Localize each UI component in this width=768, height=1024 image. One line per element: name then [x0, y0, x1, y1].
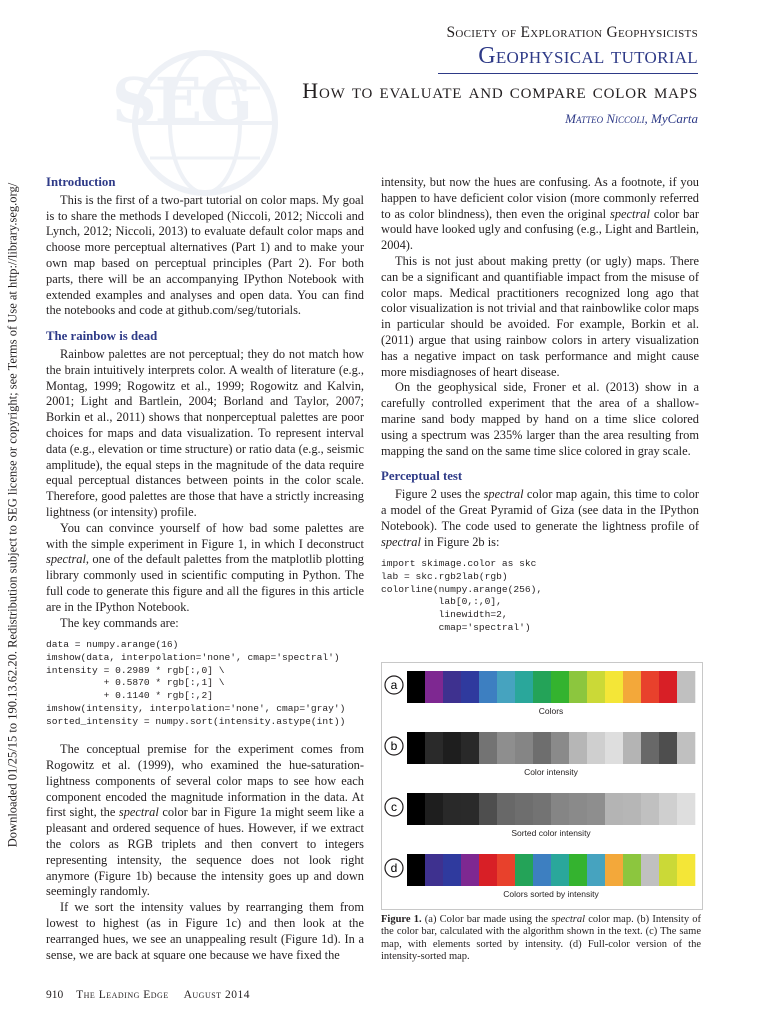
color-swatch [533, 793, 551, 825]
color-swatch [497, 854, 515, 886]
paragraph: The conceptual premise for the experiment comes from Rogowitz et al. (1999), who examined the hue-saturation-lightness components of several color maps to see how each component encoded the magnitude information in the data. At first sight, the spectral color bar in Figure 1a might seem like a pleasant and ordered sequence of hues. However, if we extract the colors as RGB triplets and then convert to integers representing intensity, the sequence does not look right anymore (Figure 1b) because the intensity goes up and down seemingly randomly. [46, 742, 364, 899]
panel-label: Colors [538, 706, 564, 716]
paragraph: The key commands are: [60, 615, 179, 630]
color-swatch [677, 854, 695, 886]
author-name: Matteo Niccoli [565, 111, 645, 126]
code-block: data = numpy.arange(16) imshow(data, interpolation='none', cmap='spectral') intensity = 0.2989 * rgb[:,0] \ + 0.5870 * rgb[:,1] \ + 0.1140 * rgb[:,2] imshow(intensity, interpolation='none', cmap='gray') sorted_intensity = numpy.sort(intensity.astype(int)) [46, 639, 346, 727]
color-swatch [497, 732, 515, 764]
color-swatch [443, 854, 461, 886]
paragraph: This is the first of a two-part tutorial on color maps. My goal is to share the methods I developed (Niccoli, 2012; Niccoli and Lynch, 2012; Niccoli, 2013) to evaluate default color maps and choose more perceptual alternatives (Part 1) and to make your own map based on perceptual principles (Part 2). For both parts, there will be an accompanying IPython Notebook with extended examples and analyses and open data. You can find the notebooks and code at github.com/seg/tutorials. [46, 192, 364, 318]
color-swatch [443, 793, 461, 825]
panel-letter: d [390, 861, 398, 875]
color-swatch [407, 793, 425, 825]
color-swatch [461, 671, 479, 703]
color-swatch [587, 671, 605, 703]
color-swatch [587, 854, 605, 886]
panel-letter: c [391, 800, 397, 814]
colorbar-panel-d [385, 854, 695, 899]
color-swatch [461, 732, 479, 764]
color-swatch [623, 793, 641, 825]
color-swatch [605, 854, 623, 886]
color-swatch [623, 732, 641, 764]
color-swatch [515, 732, 533, 764]
color-swatch [533, 854, 551, 886]
color-swatch [461, 793, 479, 825]
page-number: 910 [46, 989, 64, 1001]
author-line: Matteo Niccoli, MyCarta [565, 111, 698, 126]
color-swatch [659, 671, 677, 703]
color-swatch [461, 854, 479, 886]
paragraph: This is not just about making pretty (or ugly) maps. There can be a significant and quantifiable impact from the misuse of color maps. Medical practitioners recognized long ago that color visualization is not trivial and that rainbowlike color maps in particular should be avoided. For example, Borkin et al. (2011) argue that using rainbow colors in artery visualization has a negative impact on task performance and might cause more misdiagnoses of heart disease. [381, 253, 699, 379]
panel-letter: a [390, 678, 398, 692]
color-swatch [605, 671, 623, 703]
section-heading-rainbow: The rainbow is dead [46, 329, 158, 344]
color-swatch [623, 854, 641, 886]
color-swatch [443, 732, 461, 764]
page-footer [46, 989, 250, 1001]
color-swatch [515, 854, 533, 886]
download-notice [2, 0, 24, 1024]
issue-date: August 2014 [183, 989, 250, 1001]
colorbar-panel-b [385, 732, 695, 777]
color-swatch [515, 671, 533, 703]
colorbar-panel-c [385, 793, 695, 838]
color-swatch [407, 732, 425, 764]
color-swatch [569, 854, 587, 886]
color-swatch [497, 671, 515, 703]
header-rule [438, 73, 698, 74]
code-block: import skimage.color as skc lab = skc.rgb2lab(rgb) colorline(numpy.arange(256), lab[0,:,0], linewidth=2, cmap='spectral') [381, 558, 543, 633]
color-swatch [551, 854, 569, 886]
color-swatch [425, 793, 443, 825]
column-left [46, 175, 364, 963]
color-swatch [605, 793, 623, 825]
figure-1-colorbars [382, 663, 702, 909]
panel-label: Sorted color intensity [511, 828, 591, 838]
figure-1-caption: Figure 1. (a) Color bar made using the spectral color map. (b) Intensity of the color bar, calculated with the algorithm shown in the text. (c) The same map, with elements sorted by intensity. (d) Full-color version of the intensity-sorted map. [381, 914, 702, 963]
society-name: Society of Exploration Geophysicists [446, 24, 698, 41]
color-swatch [479, 793, 497, 825]
color-swatch [407, 854, 425, 886]
color-swatch [623, 671, 641, 703]
section-heading-perceptual-test: Perceptual test [381, 469, 463, 484]
colorbar-panel-a [385, 671, 695, 716]
figure-1 [381, 662, 703, 910]
paragraph: You can convince yourself of how bad some palettes are with the simple experiment in Figure 1, in which I deconstruct spectral, one of the default palettes from the matplotlib plotting library commonly used in scientific computing in Python. The full code to generate this figure and all the figures in this article are in the IPython Notebook. [46, 520, 364, 614]
color-swatch [479, 732, 497, 764]
color-swatch [479, 671, 497, 703]
color-swatch [425, 854, 443, 886]
color-swatch [425, 671, 443, 703]
color-swatch [641, 854, 659, 886]
color-swatch [515, 793, 533, 825]
color-swatch [569, 732, 587, 764]
column-right [381, 175, 699, 635]
panel-label: Colors sorted by intensity [503, 889, 599, 899]
section-heading-introduction: Introduction [46, 175, 116, 189]
author-affiliation: MyCarta [651, 111, 698, 126]
paragraph: If we sort the intensity values by rearranging them from lowest to highest (as in Figure 1c) and then look at the rearranged hues, we see an unappealing result (Figure 1d). In a sense, we are back at square one because we have fixed the [46, 900, 364, 962]
color-swatch [587, 732, 605, 764]
color-swatch [587, 793, 605, 825]
panel-letter: b [390, 739, 398, 753]
color-swatch [479, 854, 497, 886]
color-swatch [677, 793, 695, 825]
panel-label: Color intensity [524, 767, 578, 777]
color-swatch [551, 671, 569, 703]
color-swatch [551, 732, 569, 764]
journal-name: The Leading Edge [76, 989, 169, 1001]
paragraph: Figure 2 uses the spectral color map again, this time to color a model of the Great Pyramid of Giza (see data in the IPython Notebook). The code used to generate the lightness profile of spectral in Figure 2b is: [381, 487, 699, 549]
color-swatch [569, 793, 587, 825]
color-swatch [677, 671, 695, 703]
color-swatch [641, 793, 659, 825]
color-swatch [443, 671, 461, 703]
color-swatch [659, 854, 677, 886]
color-swatch [659, 732, 677, 764]
color-swatch [641, 732, 659, 764]
color-swatch [425, 732, 443, 764]
paragraph: Rainbow palettes are not perceptual; they do not match how the brain intuitively interprets color. A wealth of literature (e.g., Montag, 1999; Rogowitz et al., 1999; Rogowitz and Kalvin, 2001; Light and Bartlein, 2004; Borland and Taylor, 2007; Borkin et al., 2011) shows that nonperceptual palettes are poor choices for maps and data visualization. To represent interval data (e.g., elevation or time structure) or ratio data (e.g., seismic amplitude), the equal steps in the magnitude of the data require equal perceptual distances between points in the color scale. Therefore, good palettes are those that have a strictly increasing lightness (or intensity) profile. [46, 346, 364, 519]
download-notice-text: Downloaded 01/25/15 to 190.13.62.20. Redistribution subject to SEG license or copyright; see Terms of Use at http://library.seg.org/ [5, 182, 20, 848]
color-swatch [677, 732, 695, 764]
color-swatch [551, 793, 569, 825]
color-swatch [641, 671, 659, 703]
color-swatch [659, 793, 677, 825]
paragraph: On the geophysical side, Froner et al. (2013) show in a carefully controlled experiment that the area of a shallow-marine sand body mapped by hand on a time slice colored using a spectrum was 235% larger than the area resulting from mapping the sand on the same time slice colored in gray scale. [381, 380, 699, 458]
color-swatch [407, 671, 425, 703]
seg-logo-text: SEG [112, 64, 251, 137]
color-swatch [533, 671, 551, 703]
color-swatch [569, 671, 587, 703]
article-title: How to evaluate and compare color maps [302, 78, 698, 103]
color-swatch [533, 732, 551, 764]
color-swatch [497, 793, 515, 825]
color-swatch [605, 732, 623, 764]
series-title: Geophysical tutorial [478, 43, 698, 69]
paragraph: intensity, but now the hues are confusing. As a footnote, if you happen to have deficient color vision (more commonly referred to as color blindness), then even the original spectral color bar would have looked ugly and confusing (e.g., Light and Bartlein, 2004). [381, 175, 699, 253]
